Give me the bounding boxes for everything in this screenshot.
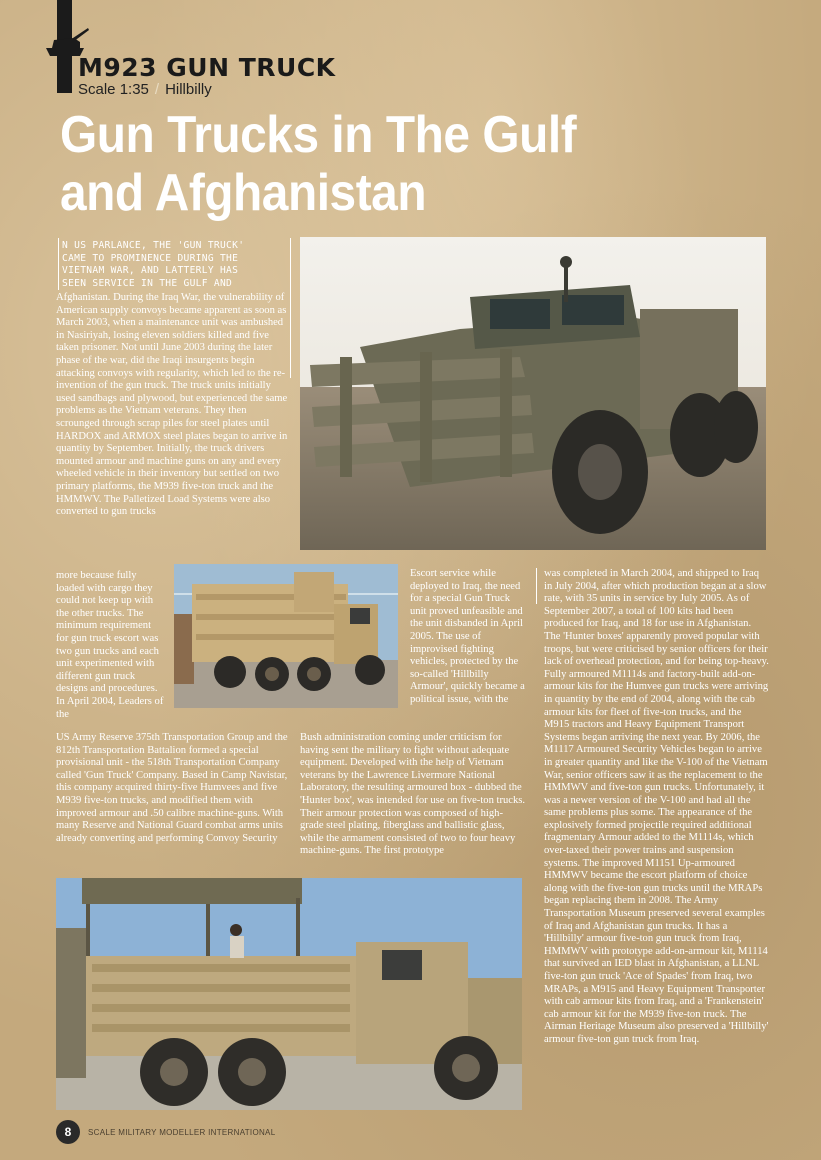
page-number: 8: [56, 1120, 80, 1144]
lead-paragraph: [62, 240, 290, 290]
title-line-1: Gun Trucks in The Gulf: [60, 106, 577, 164]
photo-gun-truck-front: [300, 237, 766, 550]
body-text-col3: was completed in March 2004, and shipped to Iraq in July 2004, after which production began at a slow rate, with 35 units in service by July 2005. As of September 2007, a total of 100 kits had been produced for Iraq, and 18 for use in Afghanistan. The 'Hunter boxes' apparently proved popular with troops, but were criticised by senior officers for their lack of overhead protection, and for being top-heavy. Fully armoured M1114s and factory-built add-on-armour kits for the Humvee gun trucks were arriving in quantity by the end of 2004, along with the cab armour kits for fleet of five-ton trucks, and the M915 tractors and Heavy Equipment Transport Systems began arriving the next year. By 2006, the M1117 Armoured Security Vehicles began to arrive in greater quantity and like the V-100 of the Vietnam War, senior officers saw it as the replacement to the HMMWV and five-ton gun trucks. Unfortunately, it was a newer version of the V-100 and had all the same problems plus some. The appearance of the explosively formed projectile required additional fragmentary Armour added to the M1114s, which over-taxed their power trains and suspension systems. The improved M1151 Up-armoured HMMWV became the escort platform of choice along with the five-ton gun trucks until the MRAPs began replacing them in 2008. The Army Transportation Museum preserved several examples of Iraq and Afghanistan gun trucks. It has a 'Hillbilly' armour five-ton gun truck from Iraq, HMMWV with prototype add-on-armour kit, M1114 that survived an IED blast in Afghanistan, a LLNL five-ton gun truck 'Ace of Spades' from Iraq, two MRAPs, a M915 and Heavy Equipment Transporter with cab armour kits from Iraq, and a 'Frankenstein' cab armour kit for the M939 five-ton truck. The Airman Heritage Museum also preserved a 'Hillbilly' armour five-ton gun truck from Iraq.: [544, 568, 769, 1045]
body-text-col1-top: Afghanistan. During the Iraq War, the vulnerability of American supply convoys became apparent as soon as March 2003, when a maintenance unit was ambushed in Nasiriyah, losing eleven soldiers killed and five taken prisoner. Not until June 2003 during the later phase of the war, did the Iraqi insurgents begin attacking convoys with regularity, which led to the re-invention of the gun truck. The truck units initially used sandbags and plywood, but experienced the same problems as the Vietnam veterans. They then scrounged through scrap piles for steel plates until HARDOX and ARMOX steel plates began to arrive in quantity by September. Initially, the truck drivers mounted armour and machine guns on any and every wheeled vehicle in their inventory but settled on two primary platforms, the M939 five-ton truck and the HMMWV. The Palletized Load Systems were also converted to gun trucks: [56, 292, 288, 518]
scale-line: Scale 1:35 / Hillbilly: [78, 81, 212, 98]
photo-tan-cargo-truck: [174, 564, 398, 708]
magazine-name: SCALE MILITARY MODELLER INTERNATIONAL: [88, 1127, 276, 1137]
lead-line: N US PARLANCE, THE 'GUN TRUCK': [62, 240, 245, 251]
body-text-col2-narrow: Escort service while deployed to Iraq, the need for a special Gun Truck unit proved unfeasible and the unit disbanded in April 2005. The use of improvised fighting vehicles, protected by the so-called 'Hillbilly Armour', quickly became a political issue, with the: [410, 568, 525, 705]
scale-label: Scale 1:35: [78, 81, 149, 98]
column-rule-1: [58, 238, 59, 290]
column-rule-2: [290, 238, 291, 378]
column-rule-3: [536, 568, 537, 604]
article-title: [60, 106, 722, 222]
page-footer: [56, 1120, 275, 1144]
series-title: M923 GUN TRUCK: [78, 53, 336, 82]
title-line-2: and Afghanistan: [60, 164, 427, 222]
photo-gun-truck-side: [56, 878, 522, 1110]
lead-line: SEEN SERVICE IN THE GULF AND: [62, 277, 233, 289]
lead-line: CAME TO PROMINENCE DURING THE: [62, 252, 239, 264]
body-text-col1-bottom: US Army Reserve 375th Transportation Group and the 812th Transportation Battalion formed a special provisional unit - the 518th Transportation Company called 'Gun Truck' Company. Based in Camp Navistar, this company acquired thirty-five Humvees and five M939 five-ton trucks, and modified them with improved armour and .50 calibre machine-guns. With many Reserve and National Guard combat arms units already converting and performing Convoy Security: [56, 732, 288, 844]
body-text-col2-bottom: Bush administration coming under criticism for having sent the military to fight without adequate equipment. Developed with the help of Vietnam veterans by the Lawrence Livermore National Laboratory, the resulting armoured box - dubbed the 'Hunter box', was intended for use on five-ton trucks. Their armour protection was composed of high-grade steel plating, fiberglass and ballistic glass, while the armament consisted of two to four heavy machine-guns. The first prototype: [300, 732, 526, 857]
lead-line: VIETNAM WAR, AND LATTERLY HAS: [62, 265, 239, 276]
maker-label: Hillbilly: [165, 81, 212, 98]
body-text-col1-narrow: more because fully loaded with cargo they could not keep up with the other trucks. The minimum requirement for gun truck escort was two gun trucks and each unit experimented with different gun truck designs and procedures. In April 2004, Leaders of the: [56, 570, 164, 720]
